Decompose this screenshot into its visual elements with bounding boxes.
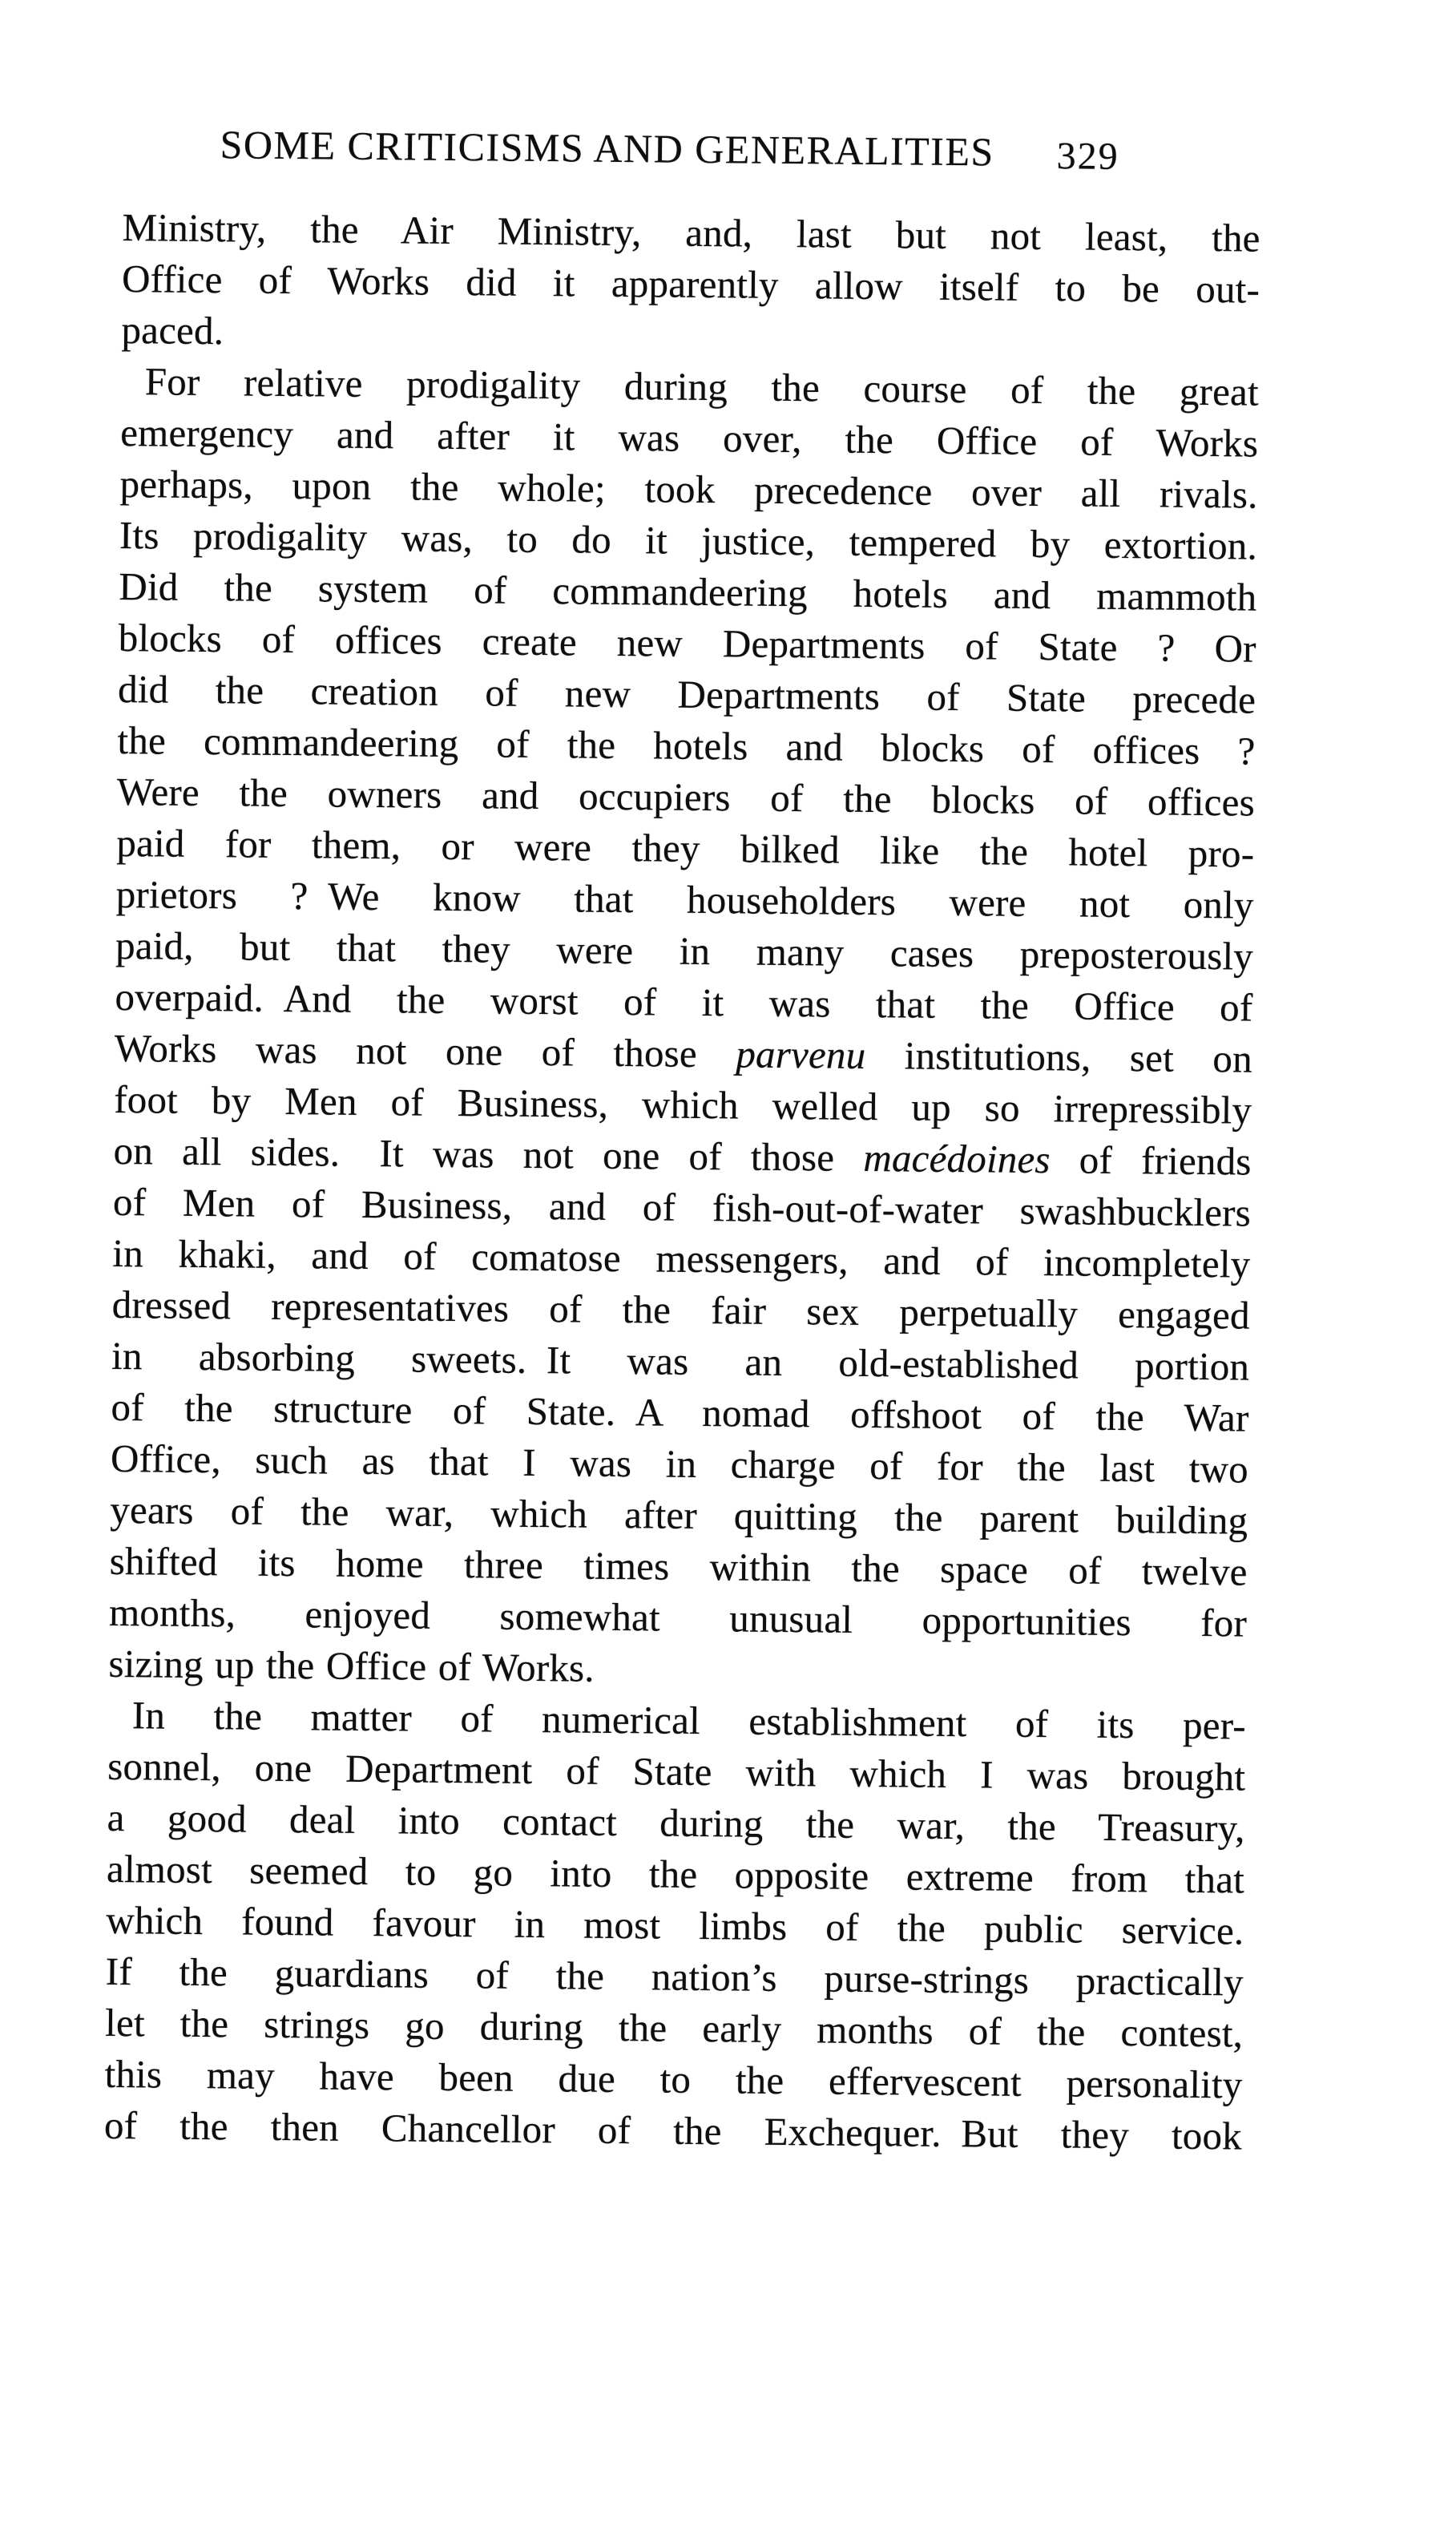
text-segment: Office of Works did it apparently allow itself to be out-	[121, 256, 1260, 312]
text-segment: Works was not one of those	[114, 1025, 736, 1076]
text-line	[122, 253, 1260, 316]
running-header	[123, 120, 1261, 189]
text-segment: of the structure of State. A nomad offshoot of the War	[111, 1384, 1249, 1440]
text-segment: prietors ? We know that householders were not only	[115, 871, 1254, 927]
text-line	[104, 2100, 1243, 2162]
paragraph	[104, 1690, 1246, 2162]
text-segment: in khaki, and of comatose messengers, and of incompletely	[112, 1230, 1251, 1286]
page-content	[104, 120, 1261, 2162]
text-segment: emergency and after it was over, the Office of Works	[119, 410, 1259, 466]
text-segment: of Men of Business, and of fish-out-of-water swashbucklers	[112, 1179, 1252, 1235]
text-segment: shifted its home three times within the space of twelve	[109, 1538, 1248, 1594]
text-segment: paid for them, or were they bilked like the hotel pro-	[116, 820, 1255, 876]
text-segment: which found favour in most limbs of the public service.	[106, 1897, 1244, 1953]
text-segment: months, enjoyed somewhat unusual opportunities for	[108, 1589, 1248, 1646]
text-segment: almost seemed to go into the opposite extreme from that	[106, 1846, 1245, 1902]
text-segment: Its prodigality was, to do it justice, tempered by extortion.	[119, 512, 1258, 568]
text-segment: blocks of offices create new Departments of State ? Or	[118, 615, 1257, 671]
text-segment: sizing up the Office of Works.	[108, 1641, 595, 1690]
italic-term: parvenu	[736, 1032, 866, 1077]
text-segment: paid, but that they were in many cases preposterously	[115, 923, 1254, 979]
text-segment: of the then Chancellor of the Exchequer. But they took	[103, 2102, 1243, 2158]
text-segment: For relative prodigality during the course of the great	[144, 359, 1260, 414]
italic-term: macédoines	[863, 1135, 1051, 1182]
text-segment: foot by Men of Business, which welled up so irrepressibly	[114, 1076, 1252, 1133]
text-segment: Did the system of commandeering hotels and mammoth	[119, 563, 1257, 620]
text-segment: the commandeering of the hotels and blocks of offices ?	[117, 717, 1256, 773]
text-segment: paced.	[121, 307, 224, 353]
paragraph	[121, 202, 1260, 367]
text-segment: years of the war, which after quitting the parent building	[110, 1487, 1248, 1543]
text-segment: this may have been due to the effervescent personality	[104, 2051, 1243, 2107]
page-number: 329	[1056, 135, 1119, 178]
text-segment: a good deal into contact during the war, the Treasury,	[107, 1795, 1245, 1851]
text-segment: in absorbing sweets. It was an old-established portion	[111, 1333, 1250, 1389]
text-segment: on all sides. It was not one of those	[113, 1128, 864, 1180]
text-segment: In the matter of numerical establishment of its per-	[131, 1693, 1247, 1748]
text-segment: of friends	[1050, 1137, 1252, 1184]
text-segment: institutions, set on	[865, 1032, 1253, 1081]
text-segment: overpaid. And the worst of it was that the Office of	[115, 974, 1253, 1030]
text-segment: dressed representatives of the fair sex perpetually engaged	[111, 1282, 1251, 1338]
running-title: SOME CRITICISMS AND GENERALITIES	[220, 122, 994, 175]
text-segment: Office, such as that I was in charge of for the last two	[110, 1436, 1249, 1492]
text-segment: Were the owners and occupiers of the blocks of offices	[116, 769, 1256, 825]
text-segment: let the strings go during the early months of the contest,	[104, 2000, 1244, 2056]
text-segment: If the guardians of the nation’s purse-strings practically	[105, 1948, 1244, 2005]
paragraph	[108, 356, 1259, 1701]
text-segment: Ministry, the Air Ministry, and, last but not least, the	[122, 204, 1260, 260]
text-segment: perhaps, upon the whole; took precedence over all rivals.	[119, 461, 1258, 517]
text-segment: sonnel, one Department of State with which I was brought	[107, 1743, 1246, 1799]
text-body	[104, 202, 1260, 2162]
text-segment: did the creation of new Departments of State precede	[117, 666, 1256, 722]
